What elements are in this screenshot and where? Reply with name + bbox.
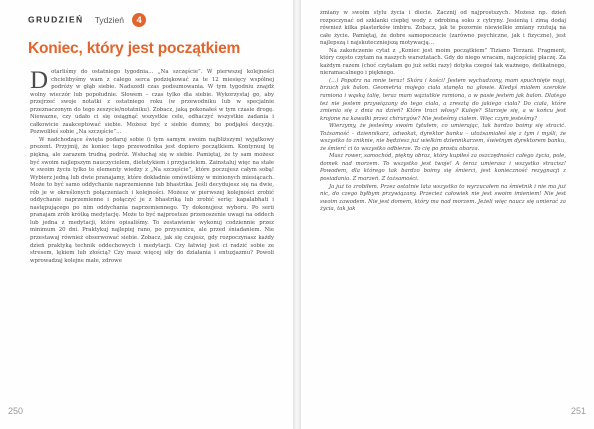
quote-paragraph-3: Masz rower, samochód, piękny obraz, który kupiłeś za oszczędności całego życia, pole, domek nad morzem. To wszystko jest twoje! A teraz umierasz i wszystko stracisz! Powodem, dla którego tak bardzo boimy się śmierci, jest konieczność rezygnacji z posiadania. Z marzeń. Z tożsamości. <box>320 153 566 183</box>
quote-paragraph-2: Wierzymy, że jesteśmy swoim tytułem, co umierając, tak bardzo boimy się stracić. Tożsamość – dziennikarz, adwokat, dyrektor banku – utożsamiałeś się z tym i myśli, że wszystko to zniknie, nie będziesz już wielkim dziennikarzem, świetnym dyrektorem banku, że śmierć ci to wszystko odbierze. To cię po prostu obarza. <box>320 123 566 152</box>
quote-paragraph-1: (…) Popatrz na mnie teraz! Skóra i kości! Jestem wychudzony, mam spuchnięte nogi, brzuch jak balon. Geometria mojego ciała stanęła na głowie. Kiedyś miałem szerokie ramiona i wąską talię, teraz mam wąziutkie ramiona, a w pasie jestem jak balon. Dlatego też nie jestem przywiązany do tego ciała, a zresztą do jakiego ciała? Do ciała, które zmienia się z dnia na dzień? Które traci włosy? Kuleje? Starzeje się, a w końcu jest krojone na kawałki przez chirurgów? Nie jesteśmy ciałem. Więc czym jesteśmy? <box>320 77 566 122</box>
paragraph-4: Na zakończenie cytat z „Koniec jest moim początkiem” Tiziano Terzani. Fragment, który często czytam na naszych warsztatach. Gdy do niego wracam, najczęściej płaczę. Za każdym razem (choć czytałam go już setki razy) dotyka czegoś tak ważnego, delikatnego, nieramacalnego i pięknego. <box>320 47 566 77</box>
week-label: Tydzień <box>94 14 124 25</box>
left-page <box>0 0 293 429</box>
paragraph-1: Dotarliśmy do ostatniego tygodnia… „Na szczęście”. W pierwszej kolejności chcielibyśmy wam z całego serca podziękować za te 12 miesięcy wspólnej podróży w głąb siebie. Nadszedł czas podsumowania. W tym tygodniu znajdź wolny wieczór lub popołudnie. Słowem – czas tylko dla siebie. Wykorzystaj go, aby przejrzeć swoje notatki z ostatniego roku (w przewodniku lub w specjalnie przeznaczonym do tego zeszycie/notatniku). Zobacz, jaką pokonałeś w tym czasie drogę. Niewazne, czy udało ci się osiągnąć wszystkie cele, odhaczyć wszystkie zadania i całkowicie zaakceptować siebie. Możesz być z siebie dumny, bo podjąłeś decyzję. Pozwoliłeś sobie „Na szczęście”… <box>30 67 274 136</box>
page-number-right: 251 <box>570 406 586 416</box>
chapter-title: Koniec, który jest początkiem <box>28 40 241 57</box>
week-number-badge: 4 <box>132 13 146 27</box>
paragraph-2: W nadchodzące święta podaruj sobie (i tym samym swoim najbliższym) wyjątkowy prezent. Przyjmij, że koniec tego przewodnika jest dopiero początkiem. Kontynuuj tę piękną, ale zarazem trudną podróż. Wsłuchaj się w siebie. Pamiętaj, że ty sam możesz być swoim najlepszym nauczycielem, dietetykiem i przyjacielem. Zainstaluj więc na stałe w swoim życiu tylko te elementy wiedzy z „Na szczęście”, które poczujesz całym sobą! Wybierz jedną lub dwie pranajamy, które dokładnie omówiliśmy w minionych miesiącach. Może to być samo oddychanie naprzemienne lub bhastrika. Jeśli decydujesz się na dwie, rób je w określonych połączeniach i kolejności. Możesz w pierwszej kolejności zrobić oddychanie naprzemienne i połączyć je z bhastriką lub zrobić serię: kapalabhati i następującego po nim oddychania naprzemiennego. Ty dokonujesz wyboru. Po serii pranajam zrób krótką medytację. Może to być najprostsze przenoszenie uwagi na oddech lub jedna z medytacji, które opisaliśmy. To zestawienie wykonuj codziennie przez minimum 20 dni. Praktykuj najlepiej rano, po przysznicu, ale przed śniadaniem. Nie przestawaj również obserwować siebie. Zobacz, jak się czujesz, gdy rozpoczynasz każdy dzień praktyką technik oddechowych i medytacji. Czy łatwiej jest ci radzić sobie ze stresem, lękiem lub złością? Czy masz więcej siły do działania i entuzjazmu? Powoli wprowadzaj kolejne małe, zdrowe <box>30 136 274 264</box>
paragraph-3: zmiany w swoim stylu życia i diecie. Zacznij od najprostszych. Możesz np. dzień rozpoczynać od szklanki ciepłej wody z odrobiną soku z cytryny. Jesienią i zimą dodaj również kilka plasterków imbiru. Zobacz, jak te pozornie niewielkie zmiany rzutują na całe życie. Pamiętaj, że dobre samopoczucie (zarówno psychiczne, jak i fizyczne), jest najlepszą i najskuteczniejszą motywacją… <box>320 10 566 47</box>
book-gutter <box>293 0 301 429</box>
page-header <box>28 9 146 25</box>
quote-paragraph-4: Ja już to zrobiłem. Przez ostatnie lata wszystko to wyrzucałem na śmietnik i nie ma już nic, do czego byłbym przywiązany. Przecież całowiek nie jest swoim imieniem! Nie jest swoim zawodem. Nie jest domem, który ma nad morzem. Jeżeli więc naucz się umierać za życia, tak jak <box>320 183 566 213</box>
drop-cap: D <box>30 67 49 94</box>
right-body-text <box>320 10 566 214</box>
page-number-left: 250 <box>8 406 24 416</box>
right-page <box>301 0 594 429</box>
month-label: GRUDZIEŃ <box>28 14 84 25</box>
left-body-text <box>30 69 274 265</box>
